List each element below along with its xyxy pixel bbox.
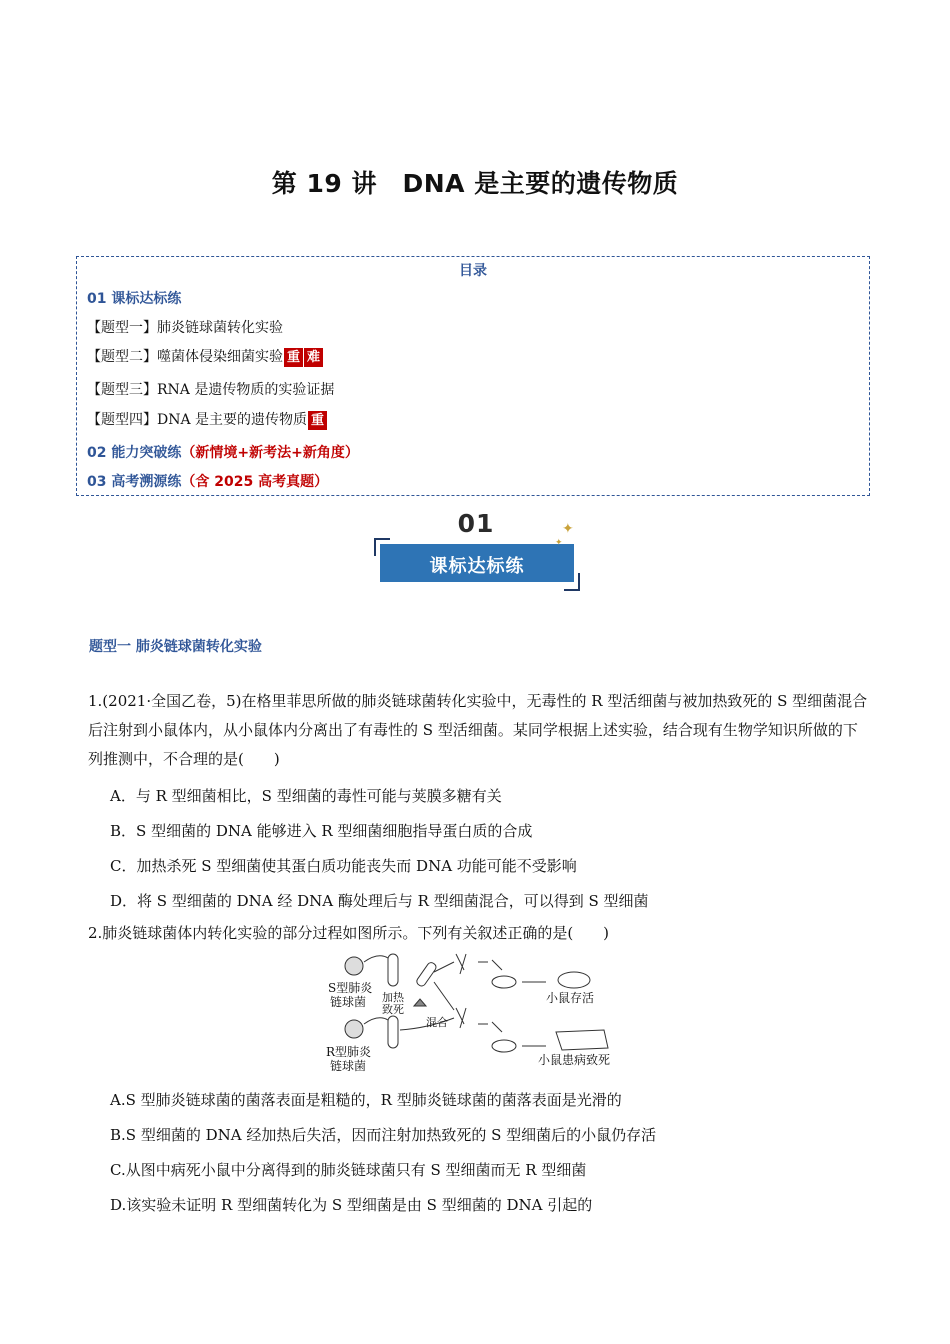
toc-section-suffix: （新情境+新考法+新角度） xyxy=(181,445,359,461)
toc-item-type-1[interactable] xyxy=(87,317,283,337)
sparkle-icon: ✦ xyxy=(562,521,574,537)
syringe-icon xyxy=(478,1022,502,1032)
arrow-icon xyxy=(434,962,454,972)
question-2-option-c[interactable]: C.从图中病死小鼠中分离得到的肺炎链球菌只有 S 型细菌而无 R 型细菌 xyxy=(110,1161,587,1179)
mouse-diseased-icon xyxy=(556,1030,608,1050)
toc-item-label: 【题型四】DNA 是主要的遗传物质 xyxy=(87,412,308,428)
label-r-strain-line2: 链球菌 xyxy=(330,1059,367,1073)
toc-section-label: 02 能力突破练 xyxy=(87,445,182,461)
toc-section-label: 01 课标达标练 xyxy=(87,291,182,307)
question-type-heading: 题型一 肺炎链球菌转化实验 xyxy=(89,639,262,655)
question-2-option-b[interactable]: B.S 型细菌的 DNA 经加热后失活，因而注射加热致死的 S 型细菌后的小鼠仍存活 xyxy=(110,1126,657,1144)
sparkle-icon: ✦ xyxy=(555,538,563,548)
toc-section-2[interactable] xyxy=(87,442,359,462)
arrow-icon xyxy=(364,956,388,962)
arrow-icon xyxy=(364,1018,388,1024)
question-2-stem: 2.肺炎链球菌体内转化实验的部分过程如图所示。下列有关叙述正确的是( ) xyxy=(88,924,610,942)
diagram-labels xyxy=(326,980,610,1073)
banner-box xyxy=(380,544,574,582)
toc-section-label: 03 高考溯源练 xyxy=(87,474,182,490)
label-s-strain-line1: S型肺炎 xyxy=(328,981,373,995)
label-mix: 混合 xyxy=(426,1016,448,1029)
label-r-strain-line1: R型肺炎 xyxy=(326,1045,372,1059)
toc-section-1[interactable] xyxy=(87,288,181,308)
question-1-option-b[interactable]: B．S 型细菌的 DNA 能够进入 R 型细菌细胞指导蛋白质的合成 xyxy=(110,822,533,840)
question-1-option-c[interactable]: C．加热杀死 S 型细菌使其蛋白质功能丧失而 DNA 功能可能不受影响 xyxy=(110,857,577,875)
toc-section-3[interactable] xyxy=(87,471,328,491)
toc-item-label: 【题型二】噬菌体侵染细菌实验 xyxy=(87,349,283,365)
question-1-option-a[interactable]: A．与 R 型细菌相比，S 型细菌的毒性可能与荚膜多糖有关 xyxy=(110,787,502,805)
test-tube-icon xyxy=(388,1016,398,1048)
question-2-option-a[interactable]: A.S 型肺炎链球菌的菌落表面是粗糙的，R 型肺炎链球菌的菌落表面是光滑的 xyxy=(110,1091,622,1109)
badge-important: 重 xyxy=(284,348,303,367)
question-1-option-d[interactable]: D．将 S 型细菌的 DNA 经 DNA 酶处理后与 R 型细菌混合，可以得到 S 型细菌 xyxy=(110,892,649,910)
label-s-strain-line2: 链球菌 xyxy=(330,995,367,1009)
burner-icon xyxy=(414,999,426,1006)
label-mouse-survived: 小鼠存活 xyxy=(546,991,595,1005)
badge-important: 重 xyxy=(308,411,327,430)
test-tube-icon xyxy=(388,954,398,986)
r-strain-plate-icon xyxy=(345,1020,363,1038)
toc-heading: 目录 xyxy=(459,263,487,279)
mouse-icon xyxy=(492,1040,516,1052)
label-heat-line2: 致死 xyxy=(382,1003,404,1016)
toc-item-type-3[interactable] xyxy=(87,379,334,399)
s-strain-plate-icon xyxy=(345,957,363,975)
toc-item-type-4[interactable] xyxy=(87,409,327,430)
banner-label: 课标达标练 xyxy=(429,556,525,577)
mouse-survived-icon xyxy=(558,972,590,988)
section-banner xyxy=(370,505,582,591)
table-of-contents xyxy=(76,256,870,496)
toc-item-type-2[interactable] xyxy=(87,346,323,367)
toc-item-label: 【题型三】RNA 是遗传物质的实验证据 xyxy=(87,382,335,398)
syringe-icon xyxy=(478,960,502,970)
test-tube-icon xyxy=(415,961,437,987)
badge-difficult: 难 xyxy=(304,348,323,367)
arrow-icon xyxy=(434,982,454,1010)
banner-number: 01 xyxy=(457,509,495,538)
mouse-icon xyxy=(492,976,516,988)
toc-section-suffix: （含 2025 高考真题） xyxy=(181,474,329,490)
question-2-option-d[interactable]: D.该实验未证明 R 型细菌转化为 S 型细菌是由 S 型细菌的 DNA 引起的 xyxy=(110,1196,593,1214)
label-heat-line1: 加热 xyxy=(382,991,404,1004)
page-title: 第 19 讲 DNA 是主要的遗传物质 xyxy=(271,169,679,198)
transformation-experiment-diagram xyxy=(316,950,636,1074)
syringe-icon xyxy=(456,1008,466,1028)
question-1-stem: 1.(2021·全国乙卷，5)在格里菲思所做的肺炎链球菌转化实验中，无毒性的 R 型活细菌与被加热致死的 S 型细菌混合后注射到小鼠体内，从小鼠体内分离出了有毒性的 S 型活细菌。某同学根据上述实验，结合现有生物学知识所做的下列推测中，不合理的是( ) xyxy=(88,692,868,768)
syringe-icon xyxy=(456,954,466,974)
label-mouse-died: 小鼠患病致死 xyxy=(538,1053,611,1067)
toc-item-label: 【题型一】肺炎链球菌转化实验 xyxy=(87,320,283,336)
